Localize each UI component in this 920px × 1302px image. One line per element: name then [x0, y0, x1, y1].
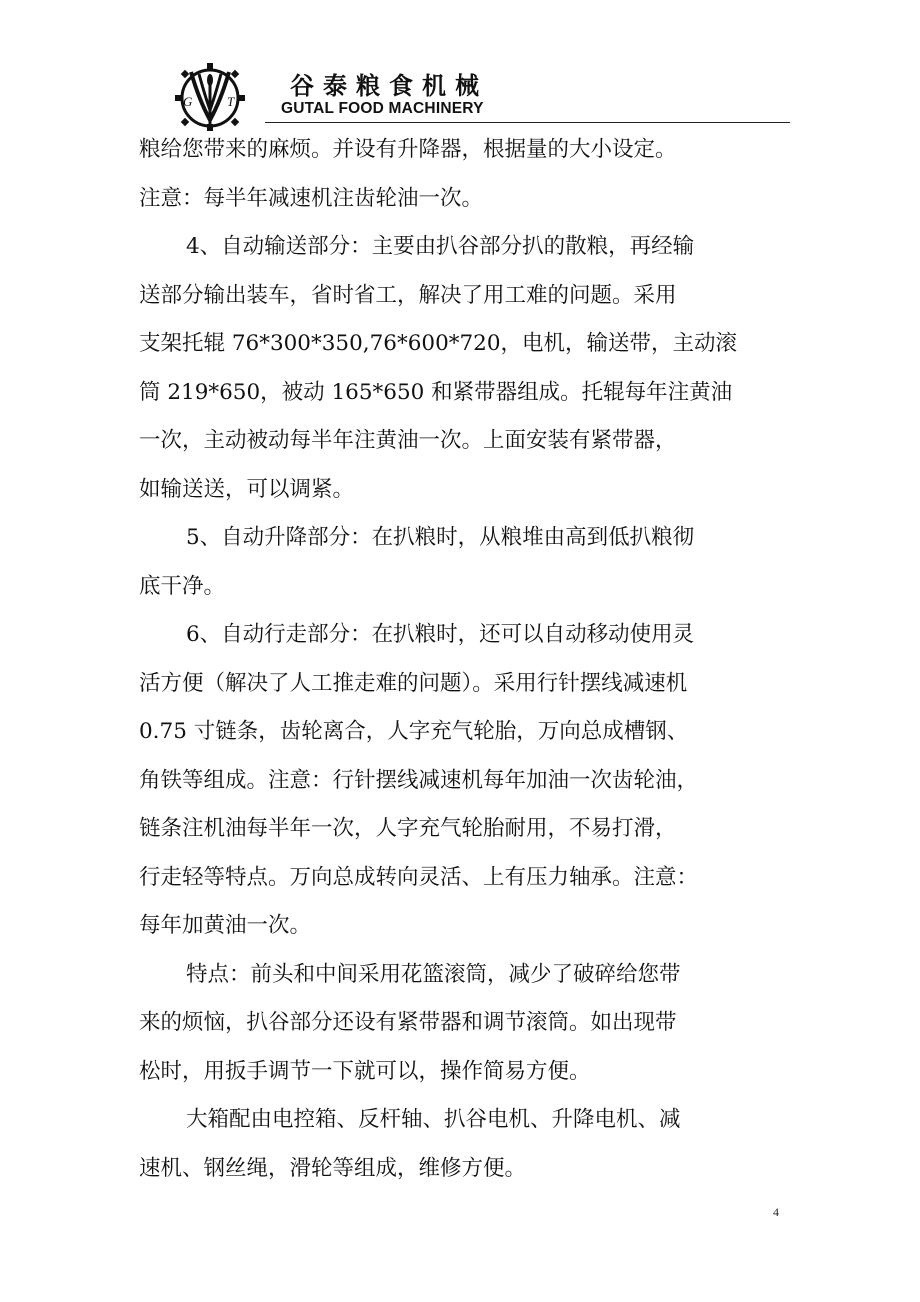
text-line: 支架托辊 76*300*350,76*600*720，电机，输送带，主动滚 [139, 331, 738, 356]
paragraph-start-line: 特点：前头和中间采用花篮滚筒，减少了破碎给您带 [186, 961, 681, 987]
paragraph-start-line: 6、自动行走部分：在扒粮时，还可以自动移动使用灵 [186, 622, 695, 647]
text-line: 注意：每半年减速机注齿轮油一次。 [139, 185, 484, 211]
text-line: 送部分输出装车，省时省工，解决了用工难的问题。采用 [139, 282, 677, 308]
text-line: 链条注机油每半年一次，人字充气轮胎耐用，不易打滑， [139, 816, 677, 841]
text-line: 松时，用扳手调节一下就可以，操作简易方便。 [139, 1058, 591, 1084]
text-line: 粮给您带来的麻烦。并设有升降器，根据量的大小设定。 [139, 137, 677, 162]
gt-wheat-gear-logo-icon [169, 60, 251, 132]
text-line: 行走轻等特点。万向总成转向灵活、上有压力轴承。注意： [139, 864, 699, 890]
text-line: 一次，主动被动每半年注黄油一次。上面安装有紧带器， [139, 428, 677, 453]
text-line: 底干净。 [139, 573, 226, 599]
text-line: 活方便（解决了人工推走难的问题）。采用行针摆线减速机 [139, 670, 688, 696]
text-line: 筒 219*650，被动 165*650 和紧带器组成。托辊每年注黄油 [139, 379, 733, 405]
text-line: 每年加黄油一次。 [139, 913, 312, 938]
text-line: 角铁等组成。注意：行针摆线减速机每年加油一次齿轮油， [139, 767, 699, 793]
page-number: 4 [773, 1205, 779, 1219]
body-text [139, 126, 779, 1193]
brand-name-english: GUTAL FOOD MACHINERY [281, 100, 484, 117]
text-line: 如输送送，可以调紧。 [139, 476, 355, 502]
text-line: 0.75 寸链条，齿轮离合，人字充气轮胎，万向总成槽钢、 [139, 719, 689, 744]
svg-text:T: T [227, 94, 235, 109]
paragraph-start-line: 大箱配由电控箱、反杆轴、扒谷电机、升降电机、减 [186, 1107, 681, 1132]
brand-name-chinese: 谷泰粮食机械 [290, 72, 488, 100]
paragraph-start-line: 4、自动输送部分：主要由扒谷部分扒的散粮，再经输 [186, 234, 695, 259]
header-divider [265, 122, 790, 123]
text-line: 速机、钢丝绳，滑轮等组成，维修方便。 [139, 1155, 527, 1181]
text-line: 来的烦恼，扒谷部分还设有紧带器和调节滚筒。如出现带 [139, 1010, 677, 1035]
paragraph-start-line: 5、自动升降部分：在扒粮时，从粮堆由高到低扒粮彻 [186, 525, 695, 550]
svg-text:G: G [183, 94, 193, 109]
